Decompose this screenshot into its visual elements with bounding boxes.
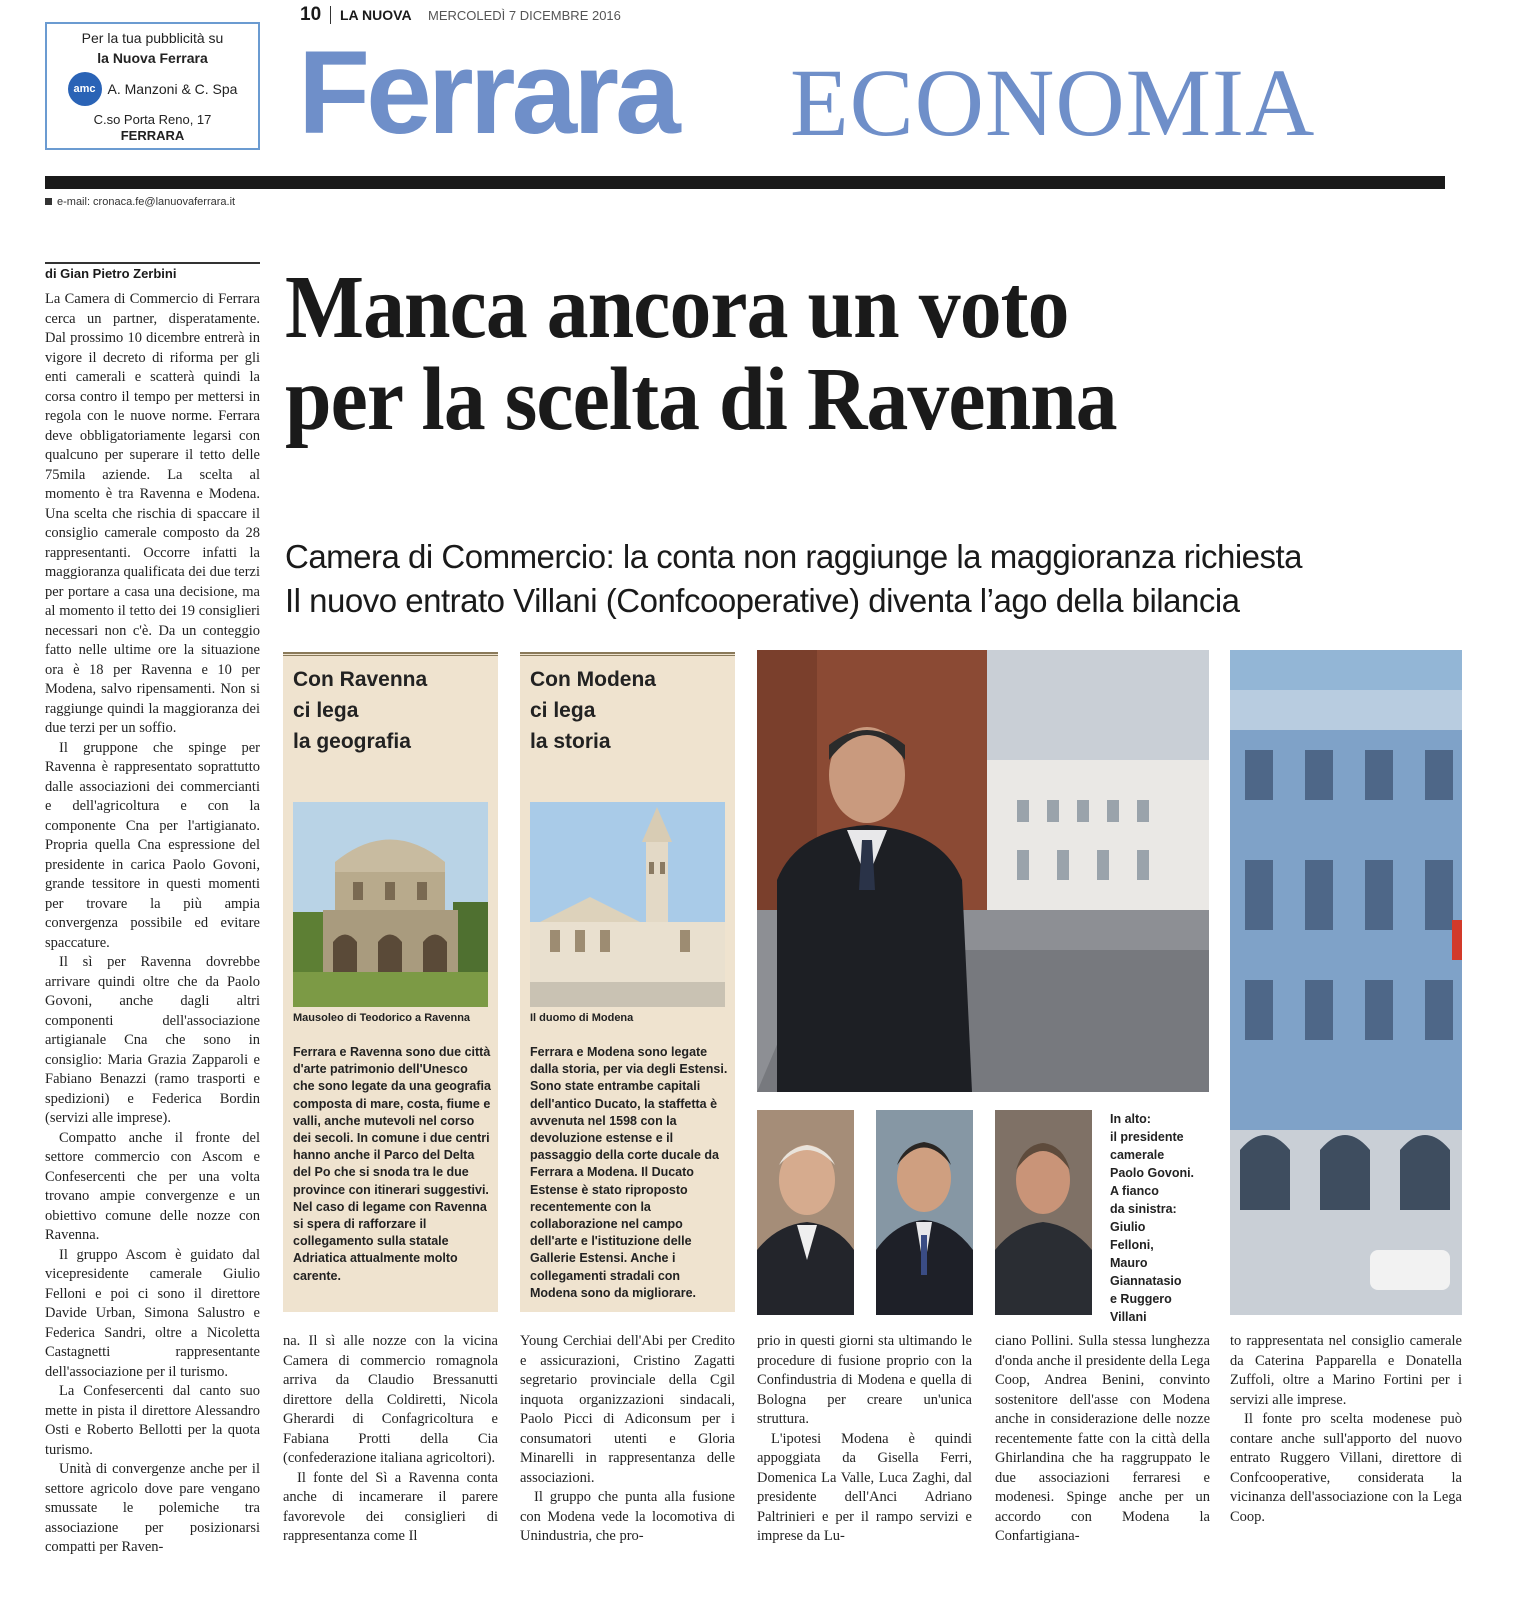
email-line bbox=[45, 196, 235, 208]
headline-line-1: Manca ancora un voto bbox=[285, 258, 1069, 357]
caption-line: e Ruggero bbox=[1110, 1292, 1172, 1306]
photo-giulio-felloni bbox=[757, 1110, 854, 1315]
section-title-ferrara: Ferrara bbox=[298, 27, 677, 159]
box-ravenna bbox=[283, 652, 498, 1312]
photo-paolo-govoni bbox=[757, 650, 1209, 1092]
mausoleo-illustration bbox=[293, 802, 488, 1007]
headline-line-2: per la scelta di Ravenna bbox=[285, 350, 1117, 449]
paragraph: Unità di convergenze anche per il settore agricolo dove pare vengano smussate le polemiche tra associazione per posizionarsi compatti per Raven- bbox=[45, 1461, 260, 1555]
photo-duomo bbox=[530, 802, 725, 1007]
box-modena bbox=[520, 652, 735, 1312]
article-column-6 bbox=[1230, 1332, 1462, 1527]
caption-line: A fianco bbox=[1110, 1184, 1159, 1198]
photo-chamber-building bbox=[1230, 650, 1462, 1315]
paragraph: L'ipotesi Modena è quindi appoggiata da Gisella Ferri, Domenica La Valle, Luca Zaghi, dal presidente dell'Anci Adriano Paltrinieri e per il rampo servizi e imprese da Lu- bbox=[757, 1430, 972, 1544]
ad-line-2: la Nuova Ferrara bbox=[97, 50, 208, 66]
caption-line: Felloni, bbox=[1110, 1238, 1154, 1252]
paragraph: La Confesercenti dal canto suo mette in pista il direttore Alessandro Osti e Roberto Bellotti per la quota turismo. bbox=[45, 1383, 260, 1458]
email-address: e-mail: cronaca.fe@lanuovaferrara.it bbox=[57, 196, 236, 208]
duomo-illustration bbox=[530, 802, 725, 1007]
box-ravenna-text: Ferrara e Ravenna sono due città d'arte patrimonio dell'Unesco che sono legate da una geografia composta di mare, costa, fiume e valli, anche mutevoli nel corso dei secoli. In comune i due centri hanno anche il Parco del Delta del Po che si snoda tra le due province con itinerari suggestivi. Nel caso di legame con Ravenna si spera di rafforzare il collegamento sulla statale Adriatica attualmente molto carente. bbox=[293, 1045, 491, 1283]
paragraph: La Camera di Commercio di Ferrara cerca un partner, disperatamente. Dal prossimo 10 dicembre entrerà in vigore il decreto di riforma per gli enti camerali e scatterà quindi la corsa contro il tempo per mettersi in regola con le nuove norme. Ferrara deve obbligatoriamente legarsi con qualcuno per superare il tetto delle 75mila aziende. La scelta al momento è tra Ravenna e Modena. Una scelta che rischia di spaccare il consiglio camerale composto da 28 rappresentanti. Occorre infatti la maggioranza qualificata dei due terzi per portare a casa una decisione, ma al momento il tetto dei 19 consiglieri necessari non c'è. Da un conteggio fatto nelle ultime ore la situazione ora è 18 per Ravenna e 10 per Modena, salvo ripensamenti. Non si raggiunge quindi la maggioranza dei due terzi per un soffio. bbox=[45, 291, 260, 736]
box-title-line: Con Modena bbox=[530, 668, 656, 691]
paragraph: prio in questi giorni sta ultimando le procedure di fusione proprio con la Confindustria di Modena e quella di Bologna per creare un'unica struttura. bbox=[757, 1333, 972, 1427]
box-title-line: la storia bbox=[530, 730, 611, 753]
photo-mauro-giannatasio bbox=[876, 1110, 973, 1315]
paragraph: na. Il sì alle nozze con la vicina Camera di commercio romagnola arriva da Claudio Bressanutti direttore della Coldiretti, Nicola Gherardi di Confagricoltura e Fabiana Protti della Cia (confederazione italiana agricoltori). bbox=[283, 1333, 498, 1466]
caption-line: Mauro bbox=[1110, 1256, 1148, 1270]
paragraph: Il sì per Ravenna dovrebbe arrivare quindi oltre che da Paolo Govoni, anche dagli altri componenti dell'associazione artigianale Cna che sono in consiglio: Maria Grazia Zapparoli e Fabiano Benazzi (ramo trasporti e spedizioni) e Federica Bordin (servizi alle imprese). bbox=[45, 954, 260, 1126]
box-title-line: ci lega bbox=[530, 699, 596, 722]
ad-company: A. Manzoni & C. Spa bbox=[107, 81, 238, 97]
article-column-4 bbox=[757, 1332, 972, 1547]
photo-caption-duomo: Il duomo di Modena bbox=[530, 1012, 634, 1024]
ad-line-1: Per la tua pubblicità su bbox=[81, 30, 224, 46]
article-column-2 bbox=[283, 1332, 498, 1547]
caption-line: da sinistra: bbox=[1110, 1202, 1177, 1216]
advertising-box bbox=[45, 22, 260, 150]
caption-line: il presidente bbox=[1110, 1130, 1184, 1144]
photo-caption-mausoleo: Mausoleo di Teodorico a Ravenna bbox=[293, 1012, 471, 1024]
caption-line: camerale bbox=[1110, 1148, 1165, 1162]
page-number: 10 bbox=[300, 4, 322, 25]
section-title-economia: ECONOMIA bbox=[790, 49, 1316, 156]
building-illustration bbox=[1230, 650, 1462, 1315]
ad-company-row bbox=[47, 72, 258, 106]
paragraph: Il gruppo Ascom è guidato dal vicepresidente camerale Giulio Felloni e poi ci sono il direttore Davide Urban, Simona Salustro e Federica Sandri, oltre a Nicoletta Castagnetti rappresentante dell'associazione per il turismo. bbox=[45, 1246, 260, 1380]
caption-line: Giannatasio bbox=[1110, 1274, 1182, 1288]
article-column-3 bbox=[520, 1332, 735, 1547]
caption-line: In alto: bbox=[1110, 1112, 1151, 1126]
publication-date: MERCOLEDÌ 7 DICEMBRE 2016 bbox=[428, 8, 621, 23]
paragraph: ciano Pollini. Sulla stessa lunghezza d'onda anche il presidente della Lega Coop, Andrea Benini, convinto sostenitore dell'asse con Modena anche in considerazione delle nozze recentemente fatte con la città della Ghirlandina che ha raggruppato le due associazioni ferraresi e modenesi. Spinge anche per un accordo con Modena la Confartigiana- bbox=[995, 1333, 1210, 1544]
caption-line: Villani bbox=[1110, 1310, 1147, 1324]
square-bullet-icon bbox=[45, 198, 52, 205]
photo-caption bbox=[1110, 1110, 1215, 1326]
ad-city: FERRARA bbox=[120, 128, 185, 143]
masthead-separator bbox=[330, 6, 331, 24]
caption-line: Giulio bbox=[1110, 1220, 1146, 1234]
paragraph: to rappresentata nel consiglio camerale da Caterina Papparella e Donatella Zuffoli, oltre a Marino Fortini per i servizi alle imprese. bbox=[1230, 1333, 1462, 1408]
article-column-1 bbox=[45, 290, 260, 1558]
ad-logo-icon: amc bbox=[68, 72, 102, 106]
subheadline bbox=[285, 535, 1465, 623]
publication-name: LA NUOVA bbox=[340, 7, 412, 23]
paragraph: Young Cerchiai dell'Abi per Credito e assicurazioni, Cristino Zagatti segretario provinciale della Cgil inquota organizzazioni sindacali, Paolo Picci di Adiconsum per i consumatori utenti e Gloria Minarelli in rappresentanza delle associazioni. bbox=[520, 1333, 735, 1486]
box-title-line: Con Ravenna bbox=[293, 668, 428, 691]
caption-line: Paolo Govoni. bbox=[1110, 1166, 1195, 1180]
villani-illustration bbox=[995, 1110, 1092, 1315]
ad-address: C.so Porta Reno, 17 bbox=[93, 112, 212, 127]
photo-mausoleo bbox=[293, 802, 488, 1007]
box-ravenna-title bbox=[283, 656, 498, 757]
byline: di Gian Pietro Zerbini bbox=[45, 262, 260, 281]
box-title-line: la geografia bbox=[293, 730, 411, 753]
paragraph: Compatto anche il fronte del settore commercio con Ascom e Confesercenti che per una volta trovano ampie convergenze e un obiettivo comune delle nozze con Ravenna. bbox=[45, 1129, 260, 1243]
paragraph: Il fonte pro scelta modenese può contare anche sull'apporto del nuovo entrato Ruggero Villani, direttore di Confcooperative, considerata la vicinanza dell'associazione con la Lega Coop. bbox=[1230, 1411, 1462, 1525]
paragraph: Il gruppo che punta alla fusione con Modena vede la locomotiva di Unindustria, che pro- bbox=[520, 1489, 735, 1544]
subhead-line-1: Camera di Commercio: la conta non raggiunge la maggioranza richiesta bbox=[285, 538, 1303, 575]
masthead-bar bbox=[45, 176, 1445, 189]
subhead-line-2: Il nuovo entrato Villani (Confcooperative) diventa l’ago della bilancia bbox=[285, 582, 1240, 619]
box-modena-title bbox=[520, 656, 735, 757]
photo-ruggero-villani bbox=[995, 1110, 1092, 1315]
govoni-illustration bbox=[757, 650, 1209, 1092]
felloni-illustration bbox=[757, 1110, 854, 1315]
paragraph: Il gruppone che spinge per Ravenna è rappresentato soprattutto dalle associazioni dei commercianti e dell'agricoltura e con la componente Cna per l'artigianato. Propria quella Cna espressione del presidente in carica Paolo Govoni, grande tessitore in questi momenti per trovare la più ampia convergenza possibile ed evitare spaccature. bbox=[45, 739, 260, 951]
paragraph: Il fonte del Sì a Ravenna conta anche di incamerare il parere favorevole dei consiglieri di rappresentanza come Il bbox=[283, 1469, 498, 1544]
headline bbox=[285, 258, 1382, 449]
box-modena-text: Ferrara e Modena sono legate dalla storia, per via degli Estensi. Sono state entrambe capitali dell'antico Ducato, la staffetta è avvenuta nel 1598 con la devoluzione estense e il passaggio della corte ducale da Ferrara a Modena. Il Ducato Estense è stato riproposto recentemente con la collaborazione nel campo dell'arte e l'istituzione delle Gallerie Estensi. Anche i collegamenti stradali con Modena sono da migliorare. bbox=[530, 1045, 728, 1300]
box-title-line: ci lega bbox=[293, 699, 359, 722]
article-column-5 bbox=[995, 1332, 1210, 1547]
giannatasio-illustration bbox=[876, 1110, 973, 1315]
